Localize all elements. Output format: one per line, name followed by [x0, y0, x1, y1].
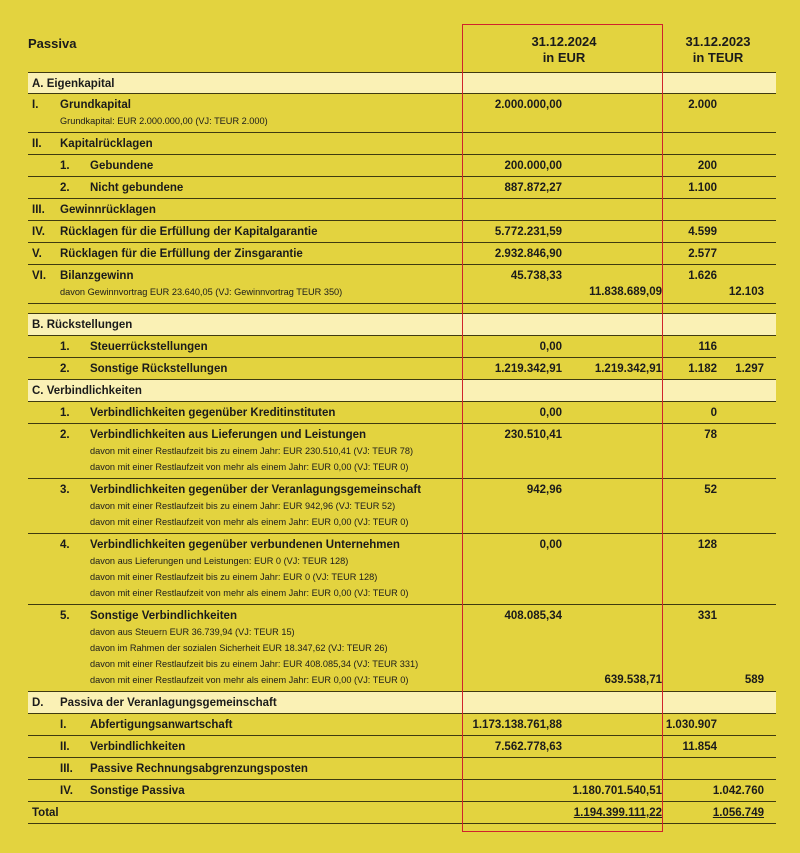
row-number: 2. [60, 182, 70, 194]
row-subtext: davon mit einer Restlaufzeit bis zu einem Jahr: EUR 0 (VJ: TEUR 128) [90, 572, 378, 582]
column-header-2023-unit: in TEUR [692, 50, 744, 65]
table-row [28, 133, 776, 155]
value-v1: 0,00 [539, 341, 562, 353]
table-row [28, 402, 776, 424]
row-number: D. [32, 697, 44, 709]
table-row [28, 221, 776, 243]
row-number: 2. [60, 429, 70, 441]
value-v4: 589 [744, 674, 764, 686]
value-v1: 0,00 [539, 407, 562, 419]
row-subtext: davon mit einer Restlaufzeit von mehr als einem Jahr: EUR 0,00 (VJ: TEUR 0) [90, 462, 409, 472]
row-title: Grundkapital [60, 99, 131, 111]
value-v3: 2.577 [688, 248, 717, 260]
value-v3: 0 [710, 407, 717, 419]
value-v4: 1.056.749 [712, 807, 764, 819]
table-row [28, 94, 776, 133]
value-v3: 1.030.907 [665, 719, 717, 731]
table-row [28, 605, 776, 692]
value-v1: 1.173.138.761,88 [472, 719, 562, 731]
value-v1: 887.872,27 [504, 182, 562, 194]
table-row [28, 304, 776, 314]
value-v2: 1.219.342,91 [594, 363, 662, 375]
row-title: Verbindlichkeiten gegenüber der Veranlagungsgemeinschaft [90, 484, 422, 496]
table-row [28, 758, 776, 780]
row-subtext: davon mit einer Restlaufzeit bis zu einem Jahr: EUR 942,96 (VJ: TEUR 52) [90, 501, 396, 511]
table-row [28, 780, 776, 802]
section-row [28, 380, 776, 402]
row-title: Rücklagen für die Erfüllung der Kapitalgarantie [60, 226, 318, 238]
row-title: Sonstige Rückstellungen [90, 363, 228, 375]
row-title: Total [32, 807, 59, 819]
value-v3: 78 [704, 429, 717, 441]
row-title: Verbindlichkeiten aus Lieferungen und Leistungen [90, 429, 367, 441]
value-v1: 2.000.000,00 [494, 99, 562, 111]
row-number: V. [32, 248, 42, 260]
row-number: 1. [60, 160, 70, 172]
row-title: Rücklagen für die Erfüllung der Zinsgarantie [60, 248, 303, 260]
row-number: I. [32, 99, 39, 111]
row-number: III. [60, 763, 73, 775]
value-v1: 2.932.846,90 [494, 248, 562, 260]
row-title: Verbindlichkeiten gegenüber Kreditinstituten [90, 407, 336, 419]
table-row [28, 424, 776, 479]
value-v1: 408.085,34 [504, 610, 562, 622]
row-subtext: davon aus Steuern EUR 36.739,94 (VJ: TEUR 15) [90, 627, 295, 637]
row-number: 2. [60, 363, 70, 375]
row-title: Passiva der Veranlagungsgemeinschaft [60, 697, 277, 709]
row-subtext: davon im Rahmen der sozialen Sicherheit EUR 18.347,62 (VJ: TEUR 26) [90, 643, 388, 653]
column-divider [462, 72, 463, 810]
value-v1: 230.510,41 [504, 429, 562, 441]
column-divider [662, 72, 663, 810]
value-v1: 0,00 [539, 539, 562, 551]
section-row [28, 72, 776, 94]
value-v1: 200.000,00 [504, 160, 562, 172]
value-v4: 1.042.760 [712, 785, 764, 797]
row-title: B. Rückstellungen [32, 319, 133, 331]
value-v3: 2.000 [688, 99, 717, 111]
row-title: Steuerrückstellungen [90, 341, 208, 353]
passiva-table [28, 72, 776, 824]
value-v3: 116 [698, 341, 717, 353]
value-v1: 45.738,33 [510, 270, 562, 282]
row-subtext: davon mit einer Restlaufzeit von mehr als einem Jahr: EUR 0,00 (VJ: TEUR 0) [90, 675, 409, 685]
row-subtext: davon aus Lieferungen und Leistungen: EUR 0 (VJ: TEUR 128) [90, 556, 349, 566]
row-title: C. Verbindlichkeiten [32, 385, 142, 397]
value-v3: 52 [704, 484, 717, 496]
row-title: Sonstige Verbindlichkeiten [90, 610, 237, 622]
row-title: Gewinnrücklagen [60, 204, 156, 216]
value-v3: 200 [697, 160, 717, 172]
value-v1: 1.219.342,91 [494, 363, 562, 375]
row-subtext: Grundkapital: EUR 2.000.000,00 (VJ: TEUR 2.000) [60, 116, 268, 126]
table-row [28, 736, 776, 758]
value-v3: 128 [697, 539, 717, 551]
row-title: Verbindlichkeiten gegenüber verbundenen Unternehmen [90, 539, 400, 551]
value-v3: 4.599 [688, 226, 717, 238]
table-row [28, 336, 776, 358]
row-number: 1. [60, 407, 70, 419]
row-number: II. [60, 741, 70, 753]
total-row [28, 802, 776, 824]
value-v3: 1.626 [688, 270, 717, 282]
value-v4: 1.297 [735, 363, 764, 375]
row-number: VI. [32, 270, 47, 282]
row-title: Sonstige Passiva [90, 785, 185, 797]
row-title: Gebundene [90, 160, 154, 172]
row-title: Passive Rechnungsabgrenzungsposten [90, 763, 308, 775]
table-row [28, 265, 776, 304]
value-v3: 331 [697, 610, 717, 622]
value-v3: 11.854 [682, 741, 717, 753]
row-number: IV. [32, 226, 46, 238]
row-number: 5. [60, 610, 70, 622]
row-subtext: davon mit einer Restlaufzeit von mehr als einem Jahr: EUR 0,00 (VJ: TEUR 0) [90, 588, 409, 598]
row-title: A. Eigenkapital [32, 78, 115, 90]
column-header-2024-date: 31.12.2024 [531, 34, 597, 49]
value-v1: 7.562.778,63 [494, 741, 562, 753]
column-header-2024 [466, 34, 662, 66]
table-row [28, 714, 776, 736]
table-row [28, 534, 776, 605]
row-title: Nicht gebundene [90, 182, 184, 194]
row-number: 3. [60, 484, 70, 496]
column-header-2024-unit: in EUR [542, 50, 586, 65]
table-row [28, 243, 776, 265]
row-number: IV. [60, 785, 74, 797]
row-subtext: davon mit einer Restlaufzeit bis zu einem Jahr: EUR 230.510,41 (VJ: TEUR 78) [90, 446, 414, 456]
table-row [28, 358, 776, 380]
row-subtext: davon mit einer Restlaufzeit bis zu einem Jahr: EUR 408.085,34 (VJ: TEUR 331) [90, 659, 419, 669]
row-subtext: davon Gewinnvortrag EUR 23.640,05 (VJ: Gewinnvortrag TEUR 350) [60, 287, 343, 297]
value-v1: 942,96 [526, 484, 562, 496]
table-row [28, 177, 776, 199]
row-title: Abfertigungsanwartschaft [90, 719, 233, 731]
row-number: 1. [60, 341, 70, 353]
column-header-2023 [668, 34, 768, 66]
value-v1: 5.772.231,59 [494, 226, 562, 238]
table-row [28, 479, 776, 534]
value-v2: 639.538,71 [604, 674, 662, 686]
row-number: I. [60, 719, 67, 731]
value-v2: 11.838.689,09 [589, 286, 662, 298]
value-v4: 12.103 [728, 286, 764, 298]
row-title: Kapitalrücklagen [60, 138, 153, 150]
row-number: 4. [60, 539, 70, 551]
value-v3: 1.100 [688, 182, 717, 194]
value-v2: 1.194.399.111,22 [573, 807, 662, 819]
row-number: III. [32, 204, 45, 216]
value-v3: 1.182 [688, 363, 717, 375]
column-header-2023-date: 31.12.2023 [685, 34, 751, 49]
value-v2: 1.180.701.540,51 [572, 785, 662, 797]
table-row [28, 199, 776, 221]
row-title: Bilanzgewinn [60, 270, 134, 282]
row-title: Verbindlichkeiten [90, 741, 186, 753]
table-row [28, 155, 776, 177]
page-title: Passiva [28, 36, 77, 51]
row-number: II. [32, 138, 42, 150]
section-row [28, 314, 776, 336]
section-row [28, 692, 776, 714]
row-subtext: davon mit einer Restlaufzeit von mehr als einem Jahr: EUR 0,00 (VJ: TEUR 0) [90, 517, 409, 527]
